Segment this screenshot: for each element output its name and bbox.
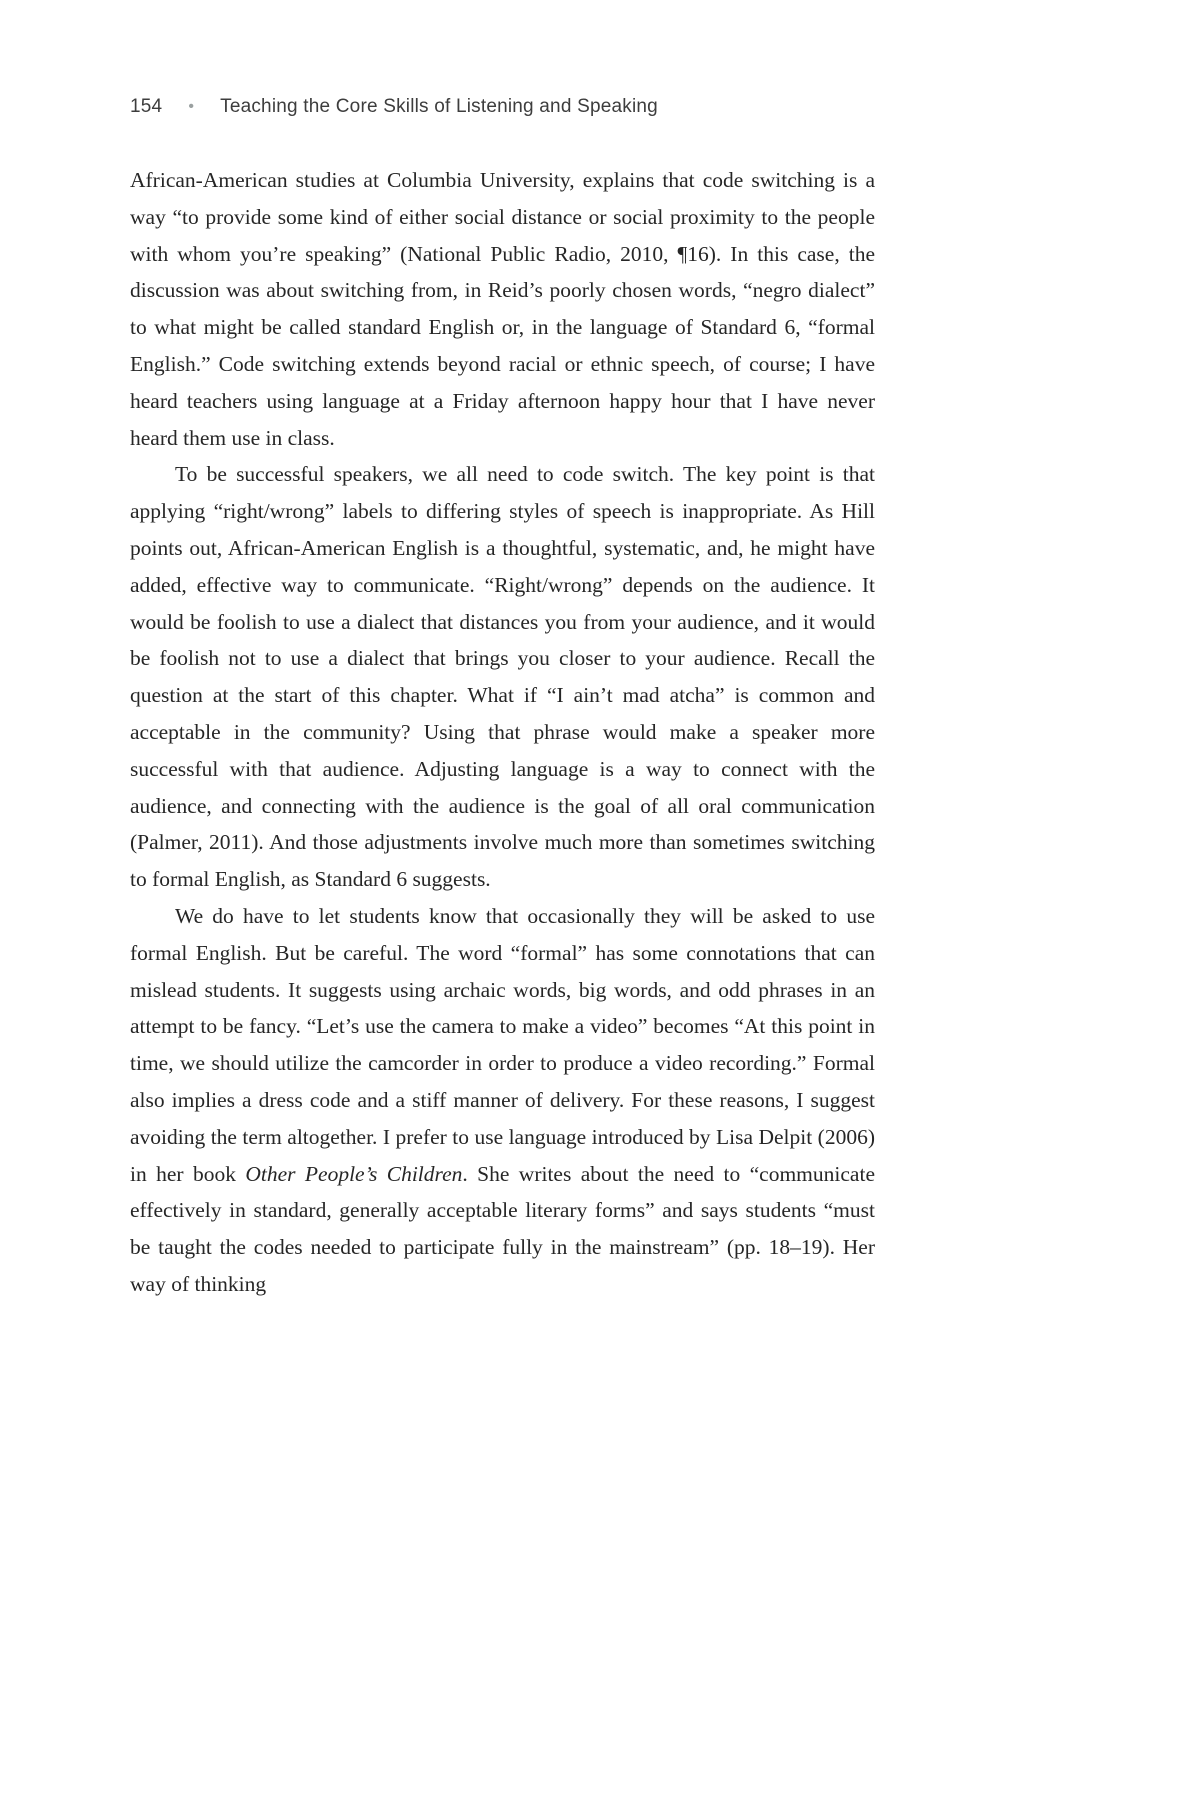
running-title: Teaching the Core Skills of Listening and Speaking [220, 96, 658, 117]
page-header [130, 96, 875, 118]
page-body [130, 162, 875, 1303]
paragraph-text-before-title: We do have to let students know that occasionally they will be asked to use formal English. But be careful. The word “formal” has some connotations that can mislead students. It suggests using archaic words, big words, and odd phrases in an attempt to be fancy. “Let’s use the camera to make a video” becomes “At this point in time, we should utilize the camcorder in order to produce a video recording.” Formal also implies a dress code and a stiff manner of delivery. For these reasons, I suggest avoiding the term altogether. I prefer to use language introduced by Lisa Delpit (2006) in her book [130, 903, 875, 1186]
paragraph-successful-speakers: To be successful speakers, we all need to code switch. The key point is that applying “right/wrong” labels to differing styles of speech is inappropriate. As Hill points out, African-American English is a thoughtful, systematic, and, he might have added, effective way to communicate. “Right/wrong” depends on the audience. It would be foolish to use a dialect that distances you from your audience, and it would be foolish not to use a dialect that brings you closer to your audience. Recall the question at the start of this chapter. What if “I ain’t mad atcha” is common and acceptable in the community? Using that phrase would make a speaker more successful with that audience. Adjusting language is a way to connect with the audience, and connecting with the audience is the goal of all oral communication (Palmer, 2011). And those adjustments involve much more than sometimes switching to formal English, as Standard 6 suggests. [130, 462, 875, 892]
paragraph-text-after-title: . She writes about the need to “communicate effectively in standard, generally acceptable literary forms” and says students “must be taught the codes needed to participate fully in the mainstream” (pp. 18–19). Her way of thinking [130, 1161, 875, 1296]
header-bullet-icon: • [188, 98, 195, 115]
book-title-italic: Other People’s Children [245, 1161, 463, 1186]
paragraph-formal-english [130, 898, 875, 1303]
page-number: 154 [130, 96, 163, 117]
paragraph-code-switching: African-American studies at Columbia University, explains that code switching is a way “to provide some kind of either social distance or social proximity to the people with whom you’re speaking” (National Public Radio, 2010, ¶16). In this case, the discussion was about switching from, in Reid’s poorly chosen words, “negro dialect” to what might be called standard English or, in the language of Standard 6, “formal English.” Code switching extends beyond racial or ethnic speech, of course; I have heard teachers using language at a Friday afternoon happy hour that I have never heard them use in class. [130, 168, 875, 450]
